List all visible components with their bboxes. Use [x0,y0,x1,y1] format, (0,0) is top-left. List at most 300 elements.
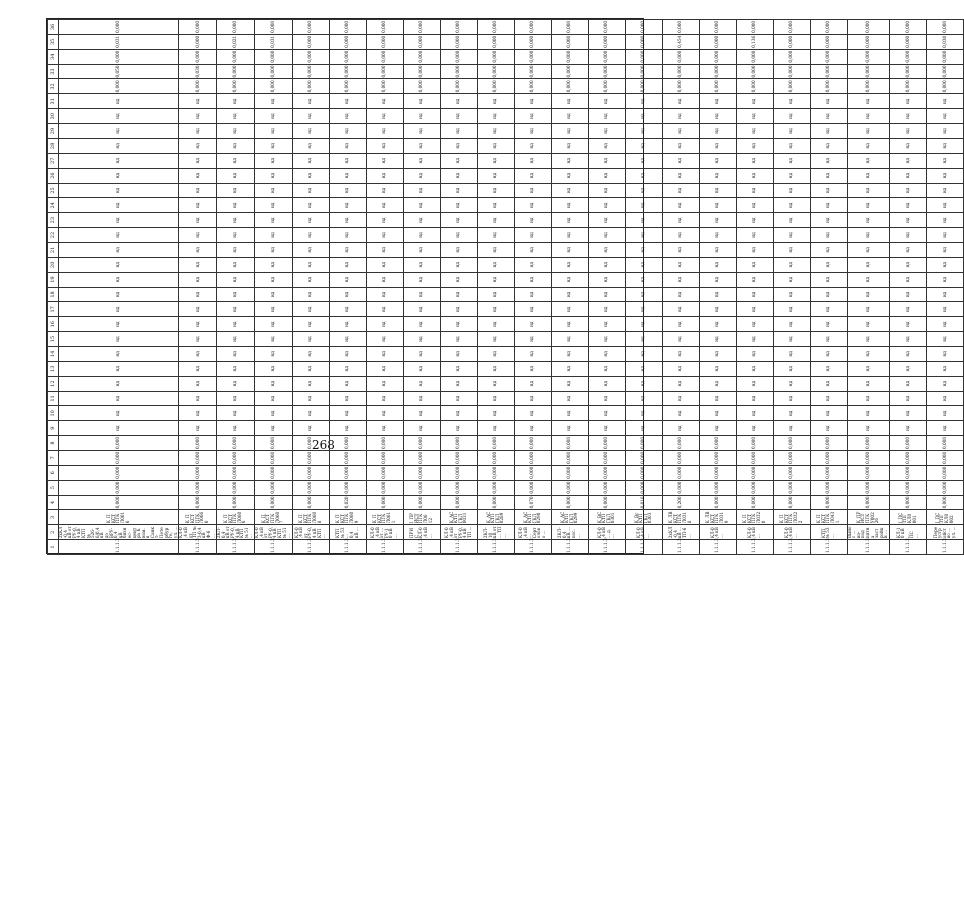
table-cell: нд [890,124,927,139]
table-cell: нд [179,138,217,153]
table-cell: нд [217,183,255,198]
table-cell: 1.1.1.3 [736,540,773,555]
table-cell: нд [366,287,403,302]
header-cell: 23 [48,213,59,228]
table-cell: нд [662,124,699,139]
table-cell: нд [329,391,366,406]
table-cell: нд [366,302,403,317]
table-row [477,20,514,555]
table-cell: нд [403,332,440,347]
table-cell: КТП № 53 ... [810,525,847,540]
table-cell: 0,000 [514,64,551,79]
table-cell: нд [292,406,329,421]
table-cell: 2хКЛ-0,4 кВ от РУ-0,4 кВ КТП № 526-6/0,4 кВ до ВРУ-0,4 кВ бизнес-центра К ном. в Санкт-Петербурге, ул. ... [58,526,178,539]
table-cell: 0,000 [736,480,773,495]
table-cell: нд [662,317,699,332]
table-cell: нд [890,421,927,436]
table-cell: нд [810,138,847,153]
table-cell: нд [890,153,927,168]
header-cell: 20 [48,257,59,272]
table-cell: нд [625,391,662,406]
table-cell: нд [366,272,403,287]
table-cell: 0,000 [847,495,889,510]
table-cell: нд [366,183,403,198]
table-cell: нд [292,421,329,436]
table-cell: нд [329,332,366,347]
table-cell: нд [551,391,588,406]
table-cell: 0,000 [736,20,773,35]
table-cell: 0,021 [217,34,255,49]
table-cell: нд [625,361,662,376]
table-cell: нд [366,376,403,391]
table-cell: нд [847,317,889,332]
table-cell: 0,000 [59,49,179,64]
table-cell: 0,000 [890,49,927,64]
table-cell: нд [847,228,889,243]
table-cell: 0,000 [477,20,514,35]
table-cell: 0,000 [292,20,329,35]
table-cell: нд [403,138,440,153]
table-cell: 0,000 [625,64,662,79]
table-cell: 0,000 [551,465,588,480]
table-cell: нд [217,228,255,243]
table-cell: нд [366,317,403,332]
table-cell: нд [588,346,625,361]
table-cell: K_ВСКТПГКЛ0301 [588,510,625,525]
table-cell: нд [514,287,551,302]
table-cell: нд [699,346,736,361]
table-cell: нд [890,242,927,257]
table-cell: нд [292,346,329,361]
table-cell: нд [329,138,366,153]
table-row [927,20,964,555]
table-cell: КЛ-0,4 кВ от РУ-0,4 кВ КТП ... [292,525,329,540]
table-cell: 0,000 [292,495,329,510]
table-cell: 0,000 [551,450,588,465]
table-cell: нд [810,361,847,376]
table-cell: КЛ-0,4 кВ от РУ-0,4 кВ ТП ... [440,525,477,540]
table-cell: 0,000 [551,20,588,35]
table-cell: КЛ-0,4 кВ от ... РУ-10 кВ ... [366,525,403,540]
table-cell: нд [440,346,477,361]
table-cell: 0,000 [890,20,927,35]
table-cell: нд [366,228,403,243]
table-cell: нд [810,421,847,436]
table-cell: 0,000 [810,34,847,49]
table-cell: нд [662,361,699,376]
table-cell: нд [927,242,964,257]
table-cell: нд [254,213,292,228]
table-cell: нд [625,317,662,332]
table-cell: 0,000 [179,49,217,64]
table-cell: нд [179,168,217,183]
table-cell: нд [329,376,366,391]
table-cell: нд [329,406,366,421]
table-cell: 0,000 [588,64,625,79]
table-cell: нд [927,317,964,332]
table-cell: нд [514,421,551,436]
table-cell: 1.1.1.3 [440,540,477,555]
table-cell: нд [588,302,625,317]
table-cell: 0,000 [890,436,927,451]
table-cell: нд [254,257,292,272]
table-cell: нд [699,109,736,124]
table-cell: нд [179,287,217,302]
table-cell: 0,000 [890,79,927,94]
table-cell: нд [254,124,292,139]
table-cell: нд [847,421,889,436]
table-cell: нд [890,272,927,287]
table-cell: нд [477,198,514,213]
table-cell: 0,000 [890,465,927,480]
table-cell: нд [662,421,699,436]
table-cell: нд [773,421,810,436]
table-cell: 0,000 [217,436,255,451]
table-cell: нд [847,198,889,213]
table-cell: нд [736,391,773,406]
table-cell: 0,000 [662,79,699,94]
table-cell: нд [847,287,889,302]
table-cell: нд [625,109,662,124]
table-cell: нд [440,153,477,168]
table-cell: K_ПКСТПГКЛ0611 [366,510,403,525]
table-cell: нд [699,257,736,272]
table-cell: нд [329,168,366,183]
table-cell: нд [403,228,440,243]
table-cell: нд [551,302,588,317]
table-cell: 0,000 [403,34,440,49]
table-cell: нд [254,183,292,198]
table-cell: 0,000 [179,20,217,35]
table-cell: нд [254,361,292,376]
table-cell: нд [810,391,847,406]
header-cell: 17 [48,302,59,317]
table-cell: K_ПКСТПГКЛ0431 [810,510,847,525]
header-cell: 9 [48,421,59,436]
table-cell: нд [551,183,588,198]
table-cell: нд [292,109,329,124]
table-cell: нд [736,183,773,198]
table-cell: нд [736,272,773,287]
table-cell: нд [927,302,964,317]
table-cell: нд [773,198,810,213]
table-cell: нд [773,257,810,272]
table-cell: нд [551,228,588,243]
table-cell: нд [810,109,847,124]
table-cell: нд [625,242,662,257]
header-cell: 15 [48,332,59,347]
table-cell: Переустройство ... ул. ... [927,525,964,540]
table-cell: нд [890,391,927,406]
table-cell: нд [59,376,179,391]
table-cell: нд [217,376,255,391]
table-cell: нд [59,242,179,257]
table-cell: нд [477,287,514,302]
table-cell: нд [179,302,217,317]
table-cell: 0,000 [403,49,440,64]
table-cell: нд [662,272,699,287]
table-cell: нд [662,138,699,153]
table-cell: нд [810,257,847,272]
table-cell: 0,000 [292,436,329,451]
table-cell: нд [736,406,773,421]
table-cell: 0,000 [773,20,810,35]
table-cell: нд [514,272,551,287]
table-cell: нд [810,94,847,109]
table-cell: нд [179,361,217,376]
table-cell: K_ПКСТПГКЛ0608 [292,510,329,525]
table-cell: 0,000 [59,20,179,35]
table-cell: 1.1.1.3 [477,540,514,555]
table-cell: 0,000 [59,480,179,495]
table-cell: нд [179,198,217,213]
table-row [514,20,551,555]
table-cell: 0,000 [477,49,514,64]
table-cell: нд [179,421,217,436]
table-cell: нд [440,168,477,183]
table-cell: 0,000 [625,450,662,465]
table-row [588,20,625,555]
table-cell: нд [179,124,217,139]
table-cell: 0,000 [440,495,477,510]
table-cell: 0,000 [736,64,773,79]
rotated-table-sheet [46,18,956,554]
table-cell: 0,000 [810,465,847,480]
table-cell: нд [625,346,662,361]
table-cell: нд [847,332,889,347]
table-cell: 0,000 [366,450,403,465]
table-cell: КЛ-0,4 кВ ... [625,525,662,540]
table-cell: нд [927,391,964,406]
table-cell: нд [810,228,847,243]
table-cell: нд [477,168,514,183]
table-cell: нд [59,138,179,153]
table-cell: нд [551,257,588,272]
table-cell: нд [59,302,179,317]
table-cell: нд [403,272,440,287]
table-cell: нд [292,153,329,168]
table-cell: 0,000 [514,49,551,64]
table-cell: нд [179,272,217,287]
table-cell: нд [217,302,255,317]
table-cell: нд [403,421,440,436]
table-cell: нд [477,228,514,243]
table-cell: 0,000 [890,450,927,465]
table-cell: нд [403,124,440,139]
table-cell: 0,000 [588,49,625,64]
table-cell: нд [890,361,927,376]
table-cell: нд [217,257,255,272]
table-cell: КЛ-0,4 кВ ... Сертолово ... [514,525,551,540]
table-cell: нд [927,153,964,168]
table-cell: нд [329,124,366,139]
table-cell: нд [699,242,736,257]
table-cell: 0,000 [588,79,625,94]
table-cell: нд [217,287,255,302]
table-cell: 0,000 [477,450,514,465]
table-cell: нд [254,332,292,347]
table-cell: 0,000 [927,450,964,465]
table-cell: нд [514,332,551,347]
table-cell: 0,000 [514,465,551,480]
table-cell: нд [292,257,329,272]
table-cell: нд [440,198,477,213]
table-cell: 0,000 [59,450,179,465]
table-cell: нд [662,153,699,168]
table-cell: нд [366,242,403,257]
header-cell: 26 [48,168,59,183]
table-cell: нд [514,109,551,124]
table-cell: нд [625,272,662,287]
table-cell: 0,000 [440,49,477,64]
table-cell: нд [292,228,329,243]
table-cell: 0,000 [254,450,292,465]
table-cell: 0,000 [179,34,217,49]
table-cell: нд [588,183,625,198]
table-cell: 0,000 [440,436,477,451]
table-cell: 0,000 [625,34,662,49]
table-cell: 0,000 [514,20,551,35]
table-row [810,20,847,555]
table-cell: 0,000 [699,480,736,495]
table-cell: 0,000 [927,64,964,79]
table-cell: нд [477,242,514,257]
table-cell: нд [403,361,440,376]
table-cell: нд [254,287,292,302]
table-cell: нд [329,317,366,332]
table-cell: нд [366,421,403,436]
table-cell: 0,000 [477,480,514,495]
table-cell: 0,000 [847,49,889,64]
header-cell: 25 [48,183,59,198]
table-cell: нд [403,317,440,332]
table-cell: нд [514,213,551,228]
table-cell: 0,000 [662,465,699,480]
table-row [699,20,736,555]
table-cell: 1.1.1.3 [59,540,179,555]
table-cell: нд [329,361,366,376]
table-cell: K_ПКСТПГКЛ0607 [254,510,292,525]
table-cell: нд [440,421,477,436]
table-cell: 0,000 [217,79,255,94]
header-cell: 36 [48,20,59,35]
table-cell: 0,000 [366,79,403,94]
table-cell: нд [773,242,810,257]
table-cell: 1.1.1.3 [292,540,329,555]
table-cell: нд [810,168,847,183]
table-cell: нд [773,287,810,302]
table-cell: 1.1.1.3 [890,540,927,555]
table-cell: 0,000 [366,64,403,79]
table-cell: 0,000 [699,450,736,465]
table-cell: 0,000 [59,465,179,480]
table-cell: нд [810,242,847,257]
header-row [48,20,59,555]
table-cell: нд [254,421,292,436]
table-cell: нд [254,346,292,361]
table-cell: нд [514,317,551,332]
table-cell: нд [329,302,366,317]
table-cell: нд [625,406,662,421]
table-cell: нд [847,361,889,376]
table-cell: нд [662,302,699,317]
table-cell: 0,000 [292,79,329,94]
table-cell: 0,000 [551,64,588,79]
table-cell: нд [440,94,477,109]
table-cell: нд [810,213,847,228]
table-cell: нд [514,242,551,257]
table-cell: нд [847,391,889,406]
table-cell: нд [662,376,699,391]
table-cell: нд [292,391,329,406]
table-cell: 0,020 [329,495,366,510]
table-cell: 1.1.1.3 [662,540,699,555]
table-cell: нд [927,272,964,287]
table-row [890,20,927,555]
table-cell: нд [59,332,179,347]
table-cell: 0,000 [699,49,736,64]
table-cell: 0,000 [551,436,588,451]
table-cell: 1.1.1.3 [179,540,217,555]
table-cell: нд [477,302,514,317]
table-cell: 0,000 [366,49,403,64]
table-cell: нд [440,109,477,124]
table-cell: нд [927,361,964,376]
table-cell: нд [847,94,889,109]
table-cell: нд [179,406,217,421]
table-cell: 0,000 [59,79,179,94]
table-cell: нд [699,124,736,139]
header-cell: 29 [48,124,59,139]
table-cell: K_ПРИСТПГКУ002 26 [847,510,889,525]
table-rotation-wrapper [47,19,956,555]
table-cell: 0,000 [254,495,292,510]
table-cell: 0,000 [179,450,217,465]
table-cell: нд [477,257,514,272]
table-cell: 0,000 [403,480,440,495]
table-cell: нд [699,287,736,302]
table-cell: 0,000 [810,79,847,94]
table-row [403,20,440,555]
table-cell: нд [403,213,440,228]
table-cell: нд [477,213,514,228]
table-cell: нд [440,287,477,302]
table-cell: нд [662,242,699,257]
table-cell: нд [59,124,179,139]
table-cell: нд [551,94,588,109]
table-row [551,20,588,555]
table-cell: нд [440,361,477,376]
table-cell: нд [366,257,403,272]
table-cell: нд [625,213,662,228]
table-cell: 1.1.1.3 [254,540,292,555]
table-cell: 0,000 [217,465,255,480]
table-cell: нд [217,361,255,376]
table-cell: 1.1.1.3 [773,540,810,555]
table-cell: нд [217,421,255,436]
table-cell: нд [736,198,773,213]
table-cell: 0,000 [292,465,329,480]
table-row [847,20,889,555]
table-cell: нд [662,391,699,406]
table-cell: нд [588,391,625,406]
table-cell: нд [292,272,329,287]
table-cell: 0,000 [440,450,477,465]
table-cell: нд [847,272,889,287]
table-cell: нд [366,406,403,421]
table-cell: нд [551,406,588,421]
table-cell: 0,000 [477,79,514,94]
